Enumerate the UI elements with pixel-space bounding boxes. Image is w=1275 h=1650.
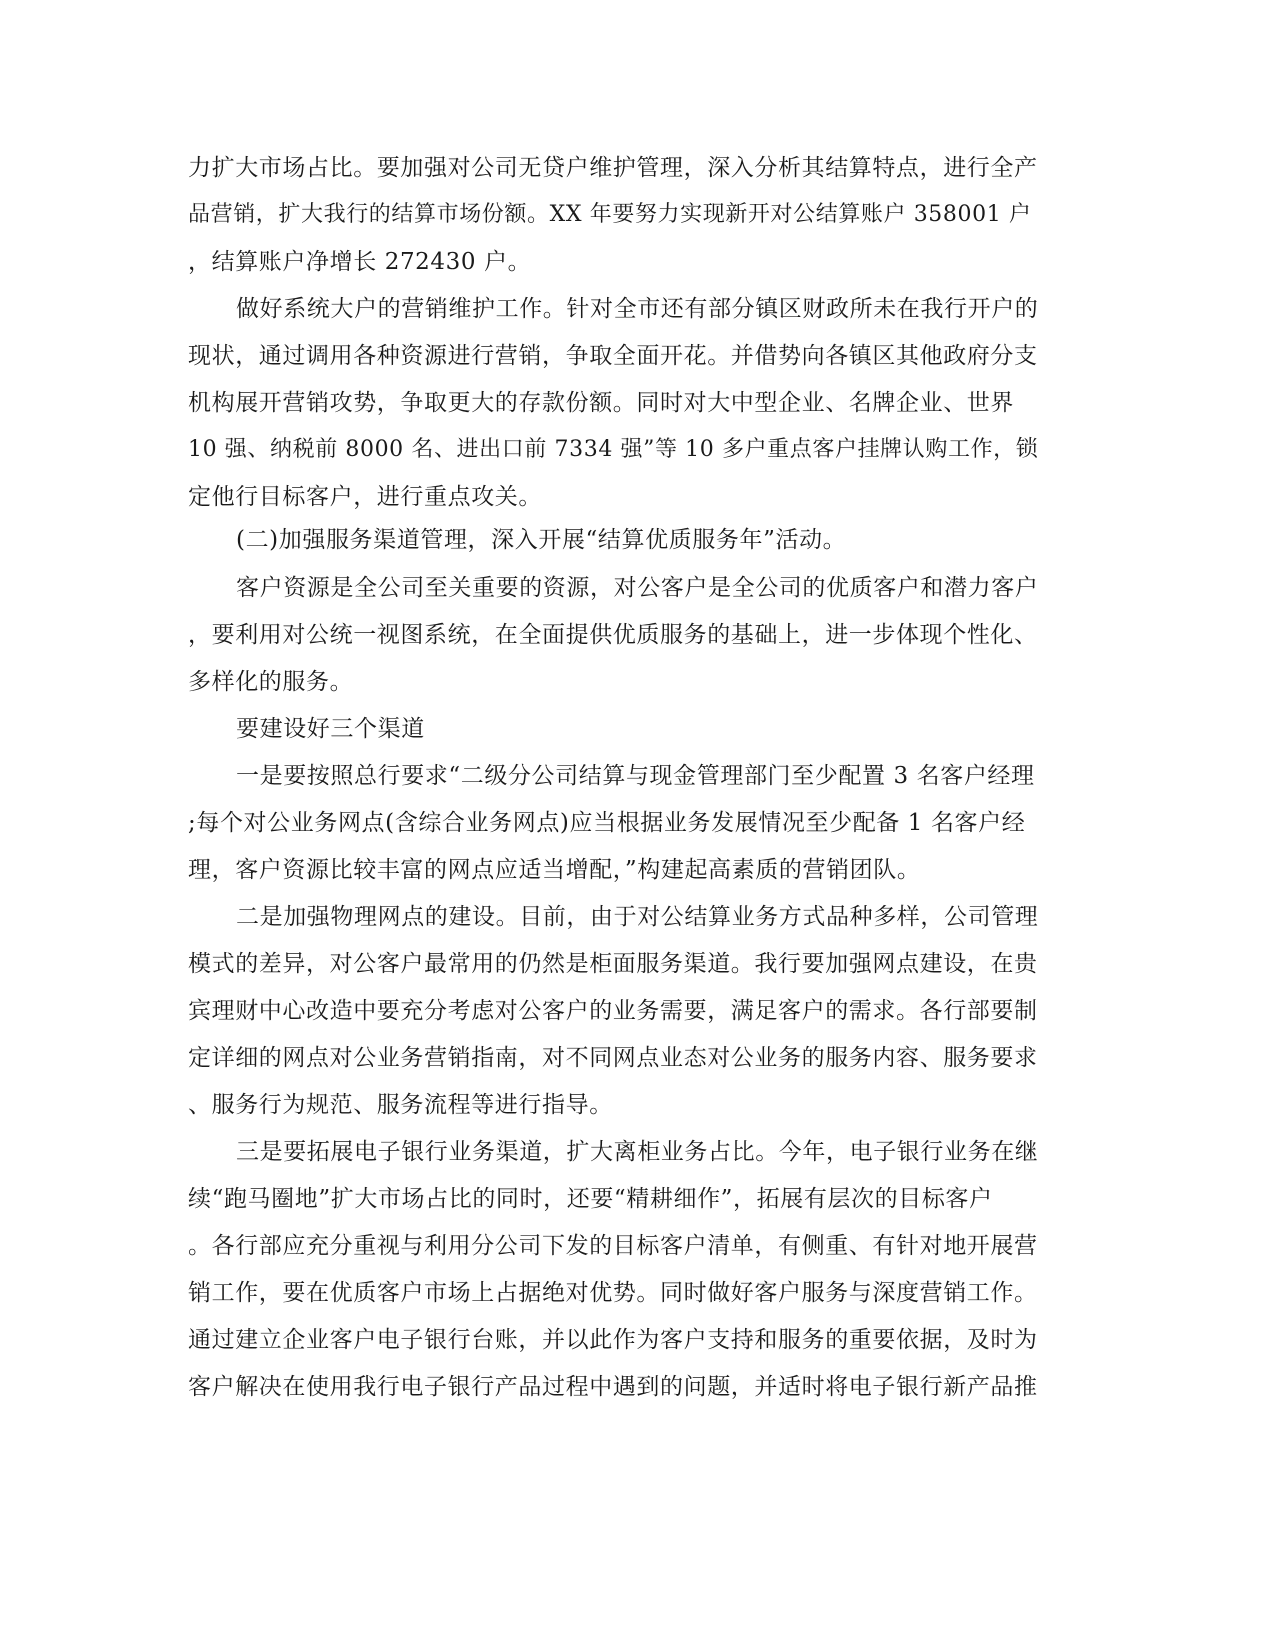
paragraph-start: 要建设好三个渠道: [236, 716, 425, 742]
text-line: 宾理财中心改造中要充分考虑对公客户的业务需要，满足客户的需求。各行部要制: [188, 998, 1038, 1024]
text-line: 模式的差异，对公客户最常用的仍然是柜面服务渠道。我行要加强网点建设，在贵: [188, 951, 1038, 977]
text-line: 。各行部应充分重视与利用分公司下发的目标客户清单，有侧重、有针对地开展营: [188, 1233, 1038, 1259]
paragraph-start: 客户资源是全公司至关重要的资源，对公客户是全公司的优质客户和潜力客户: [236, 575, 1039, 601]
paragraph-start: 一是要按照总行要求“二级分公司结算与现金管理部门至少配置 3 名客户经理: [236, 763, 1035, 789]
paragraph-start: 二是加强物理网点的建设。目前，由于对公结算业务方式品种多样，公司管理: [236, 904, 1039, 930]
text-line: ，结算账户净增长 272430 户。: [188, 249, 532, 275]
text-line: ，要利用对公统一视图系统，在全面提供优质服务的基础上，进一步体现个性化、: [188, 622, 1038, 648]
text-line: 续“跑马圈地”扩大市场占比的同时，还要“精耕细作”，拓展有层次的目标客户: [188, 1186, 993, 1212]
text-line: 定详细的网点对公业务营销指南，对不同网点业态对公业务的服务内容、服务要求: [188, 1045, 1038, 1071]
text-line: 现状，通过调用各种资源进行营销，争取全面开花。并借势向各镇区其他政府分支: [188, 343, 1038, 369]
text-line: 销工作，要在优质客户市场上占据绝对优势。同时做好客户服务与深度营销工作。: [188, 1280, 1038, 1306]
text-line: ;每个对公业务网点(含综合业务网点)应当根据业务发展情况至少配备 1 名客户经: [188, 810, 1026, 836]
text-line: 理，客户资源比较丰富的网点应适当增配，”构建起高素质的营销团队。: [188, 857, 921, 883]
section-heading: (二)加强服务渠道管理，深入开展“结算优质服务年”活动。: [236, 527, 847, 553]
text-line: 机构展开营销攻势，争取更大的存款份额。同时对大中型企业、名牌企业、世界: [188, 390, 1014, 416]
text-line: 客户解决在使用我行电子银行产品过程中遇到的问题，并适时将电子银行新产品推: [188, 1374, 1038, 1400]
paragraph-start: 做好系统大户的营销维护工作。针对全市还有部分镇区财政所未在我行开户的: [236, 296, 1039, 322]
text-line: 力扩大市场占比。要加强对公司无贷户维护管理，深入分析其结算特点，进行全产: [188, 155, 1038, 181]
text-line: 定他行目标客户，进行重点攻关。: [188, 484, 542, 510]
paragraph-start: 三是要拓展电子银行业务渠道，扩大离柜业务占比。今年，电子银行业务在继: [236, 1139, 1039, 1165]
text-line: 品营销，扩大我行的结算市场份额。XX 年要努力实现新开对公结算账户 358001 户: [188, 202, 1032, 227]
text-line: 通过建立企业客户电子银行台账，并以此作为客户支持和服务的重要依据，及时为: [188, 1327, 1038, 1353]
text-line: 、服务行为规范、服务流程等进行指导。: [188, 1092, 613, 1118]
text-line: 多样化的服务。: [188, 669, 354, 695]
text-line: 10 强、纳税前 8000 名、进出口前 7334 强”等 10 多户重点客户挂牌认购工作，锁: [188, 437, 1039, 462]
